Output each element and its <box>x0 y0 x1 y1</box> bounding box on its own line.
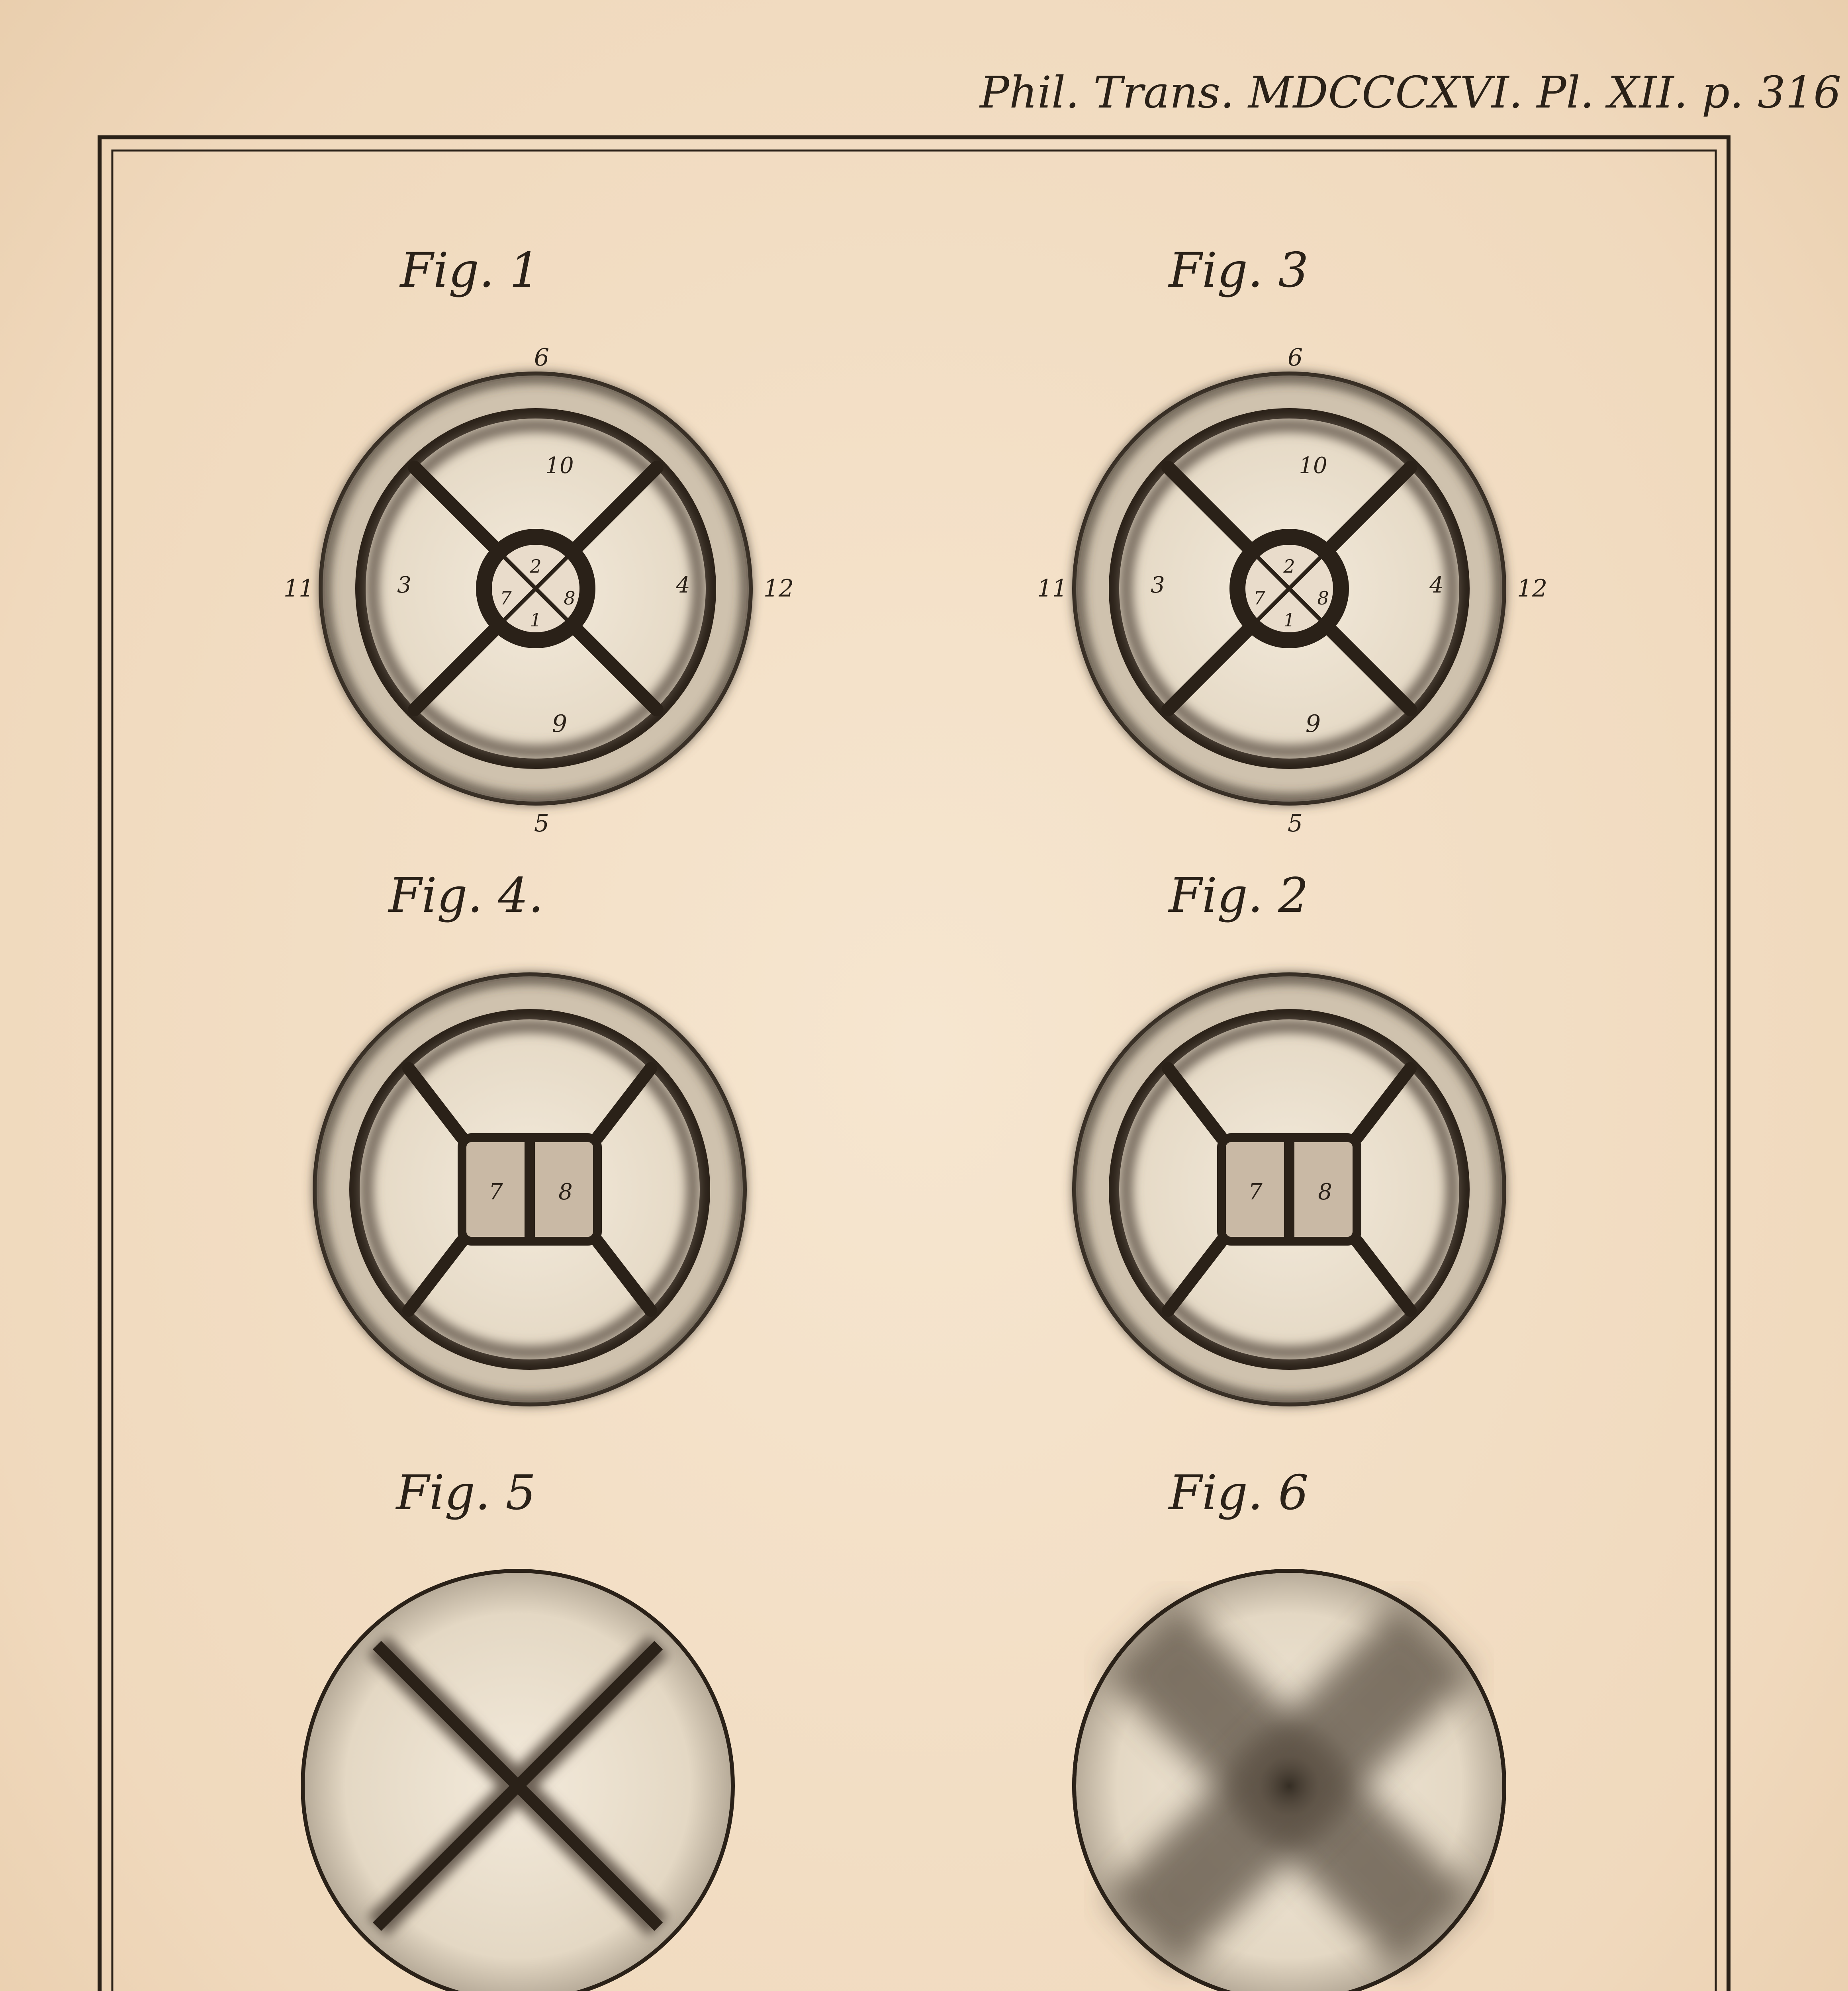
numeral-right: 12 <box>1517 575 1548 602</box>
numeral-lower: 9 <box>552 710 568 738</box>
numeral-bottom: 5 <box>534 810 550 837</box>
figure-caption: Fig. 3 <box>1169 243 1309 298</box>
figure-caption: Fig. 2 <box>1169 868 1309 923</box>
numeral-upper: 10 <box>545 453 574 479</box>
numeral-upper: 10 <box>1299 453 1327 479</box>
numeral-center-left: 7 <box>500 587 512 609</box>
numeral-center-left: 7 <box>1248 1179 1263 1205</box>
figure-caption: Fig. 6 <box>1169 1465 1309 1521</box>
numeral-lower: 9 <box>1305 710 1321 738</box>
numeral-center-top: 2 <box>530 555 542 577</box>
numeral-center-bottom: 1 <box>1283 609 1295 631</box>
diffuse-center <box>1222 1718 1357 1854</box>
numeral-inner-right: 4 <box>1429 572 1444 598</box>
numeral-top: 6 <box>1287 344 1303 372</box>
numeral-center-right: 8 <box>558 1179 573 1205</box>
numeral-inner-right: 4 <box>676 572 690 598</box>
numeral-bottom: 5 <box>1287 810 1303 837</box>
figure-caption: Fig. 5 <box>396 1465 536 1521</box>
numeral-center-right: 8 <box>1318 1179 1332 1205</box>
figure-caption: Fig. 1 <box>400 243 540 298</box>
numeral-center-left: 7 <box>489 1179 503 1205</box>
numeral-center-left: 7 <box>1253 587 1265 609</box>
numeral-left: 11 <box>283 575 314 602</box>
figure-caption: Fig. 4. <box>388 868 544 923</box>
numeral-top: 6 <box>534 344 550 372</box>
numeral-center-right: 8 <box>564 587 576 609</box>
numeral-inner-left: 3 <box>1151 572 1165 598</box>
numeral-center-bottom: 1 <box>530 609 542 631</box>
numeral-right: 12 <box>763 575 794 602</box>
plate-reference: Phil. Trans. MDCCCXVI. Pl. XII. p. 316 <box>980 67 1841 118</box>
numeral-left: 11 <box>1037 575 1068 602</box>
numeral-center-right: 8 <box>1317 587 1329 609</box>
numeral-inner-left: 3 <box>397 572 411 598</box>
numeral-center-top: 2 <box>1283 555 1295 577</box>
